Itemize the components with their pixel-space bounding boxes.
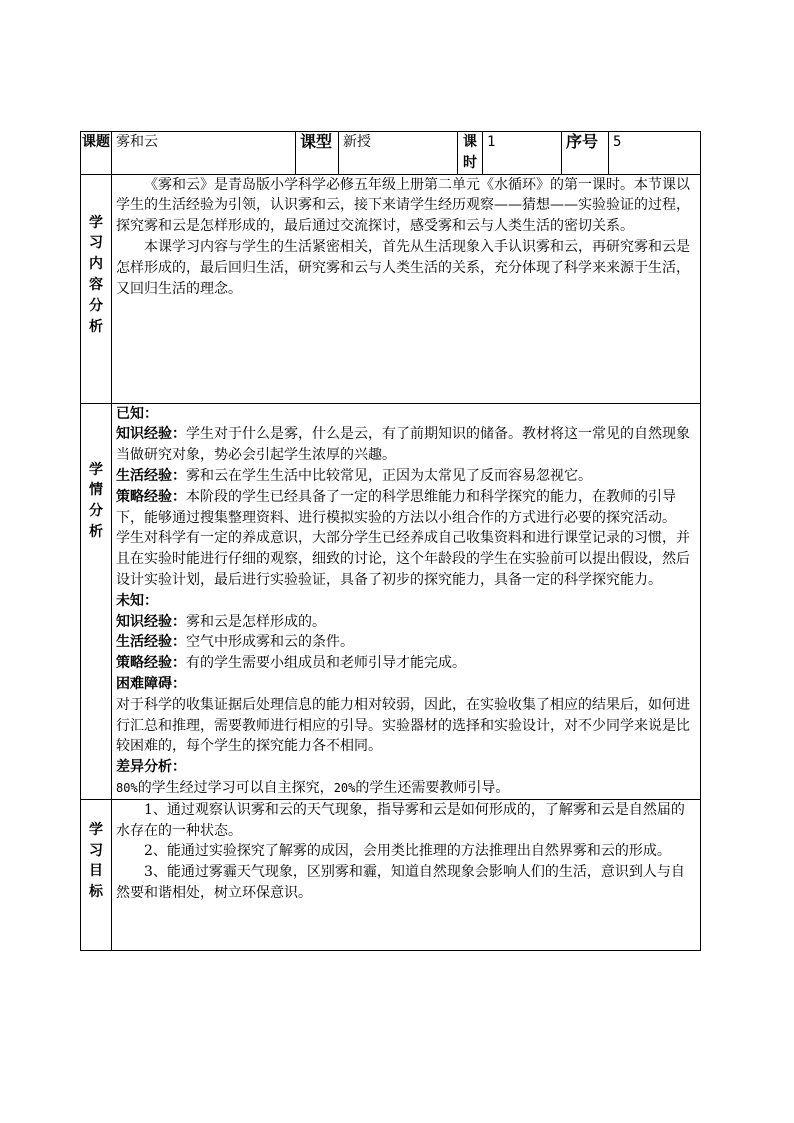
period-value: 1 (483, 132, 562, 175)
student-analysis-label (81, 403, 112, 799)
diff-text-d: 的学生还需要教师引导。 (355, 779, 510, 796)
difficulty-title: 困难障碍： (116, 675, 186, 692)
objectives-label (81, 799, 112, 950)
content-paragraph: 本课学习内容与学生的生活紧密相关，首先从生活现象入手认识雾和云，再研究雾和云是怎样形成的，最后回归生活，研究雾和云与人类生活的关系，充分体现了科学来来源于生活，又回归生活的理念。 (116, 238, 690, 297)
period-label (458, 132, 483, 175)
objective-item: 3、能通过雾霾天气现象，区别雾和霾，知道自然现象会影响人们的生活，意识到人与自然要和谐相处，树立环保意识。 (116, 864, 685, 901)
known-life-label: 生活经验： (116, 467, 186, 484)
known-strategy-label: 策略经验： (116, 488, 186, 505)
known-life (116, 466, 696, 487)
content-paragraph: 《雾和云》是青岛版小学科学必修五年级上册第二单元《水循环》的第一课时。本节课以学生的生活经验为引领，认识雾和云，接下来请学生经历观察——猜想——实验验证的过程，探究雾和云是怎样形成的，最后通过交流探讨，感受雾和云与人类生活的密切关系。 (116, 176, 690, 235)
header-row (81, 132, 701, 175)
known-extra: 学生对科学有一定的养成意识，大部分学生已经养成自己收集资料和进行课堂记录的习惯，并且在实验时能进行仔细的观察，细致的讨论，这个年龄段的学生在实验前可以提出假设，然后设计实验计划，最后进行实验验证，具备了初步的探究能力，具备一定的科学探究能力。 (116, 530, 690, 588)
content-analysis-label-text: 学习内容分析 (89, 214, 103, 335)
difficulty-text: 对于科学的收集证据后处理信息的能力相对较弱，因此，在实验收集了相应的结果后，如何进行汇总和推理，需要教师进行相应的引导。实验器材的选择和实验设计，对不少同学来说是比较困难的，每个学生的探究能力各不相同。 (116, 696, 690, 755)
content-analysis-label (81, 174, 112, 403)
known-life-text: 雾和云在学生生活中比较常见，正因为太常见了反而容易忽视它。 (186, 467, 592, 484)
objectives-body (112, 799, 701, 950)
diff-title: 差异分析： (116, 759, 186, 776)
unknown-life-text: 空气中形成雾和云的条件。 (186, 634, 354, 651)
student-analysis-label-text: 学情分析 (89, 461, 103, 540)
objectives-row (81, 799, 701, 950)
diff-text (116, 778, 696, 799)
lesson-plan-table (80, 131, 701, 951)
known-knowledge (116, 424, 696, 466)
diff-text-b: 的学生经过学习可以自主探究， (137, 779, 334, 796)
objective-item: 1、通过观察认识雾和云的天气现象，指导雾和云是如何形成的，了解雾和云是自然届的水存在的一种状态。 (116, 801, 685, 839)
seq-value: 5 (609, 132, 701, 175)
student-analysis-body (112, 403, 701, 799)
topic-label-text: 课题 (82, 134, 110, 150)
unknown-strategy-text: 有的学生需要小组成员和老师引导才能完成。 (186, 655, 466, 672)
unknown-life (116, 632, 696, 653)
known-title: 已知： (116, 405, 158, 422)
unknown-knowledge (116, 612, 696, 633)
objective-item: 2、能通过实验探究了解雾的成因，会用类比推理的方法推理出自然界雾和云的形成。 (144, 843, 671, 860)
type-value: 新授 (339, 132, 458, 175)
known-knowledge-label: 知识经验： (116, 426, 186, 443)
unknown-strategy (116, 653, 696, 674)
unknown-knowledge-label: 知识经验： (116, 613, 186, 630)
topic-label (81, 132, 112, 175)
unknown-life-label: 生活经验： (116, 634, 186, 651)
seq-label: 序号 (562, 132, 609, 175)
type-label: 课型 (296, 132, 339, 175)
known-knowledge-text: 学生对于什么是雾，什么是云，有了前期知识的储备。教材将这一常见的自然现象当做研究对象，势必会引起学生浓厚的兴趣。 (116, 426, 690, 464)
unknown-knowledge-text: 雾和云是怎样形成的。 (186, 613, 326, 630)
diff-percent-c: 20% (333, 780, 356, 795)
known-strategy (116, 487, 696, 529)
diff-percent-a: 80% (116, 780, 138, 795)
known-strategy-text: 本阶段的学生已经具备了一定的科学思维能力和科学探究的能力，在教师的引导下，能够通过搜集整理资料、进行模拟实验的方法以小组合作的方式进行必要的探究活动。 (116, 488, 676, 526)
content-analysis-row (81, 174, 701, 403)
unknown-strategy-label: 策略经验： (116, 655, 186, 672)
objectives-label-text: 学习目标 (89, 821, 103, 901)
content-analysis-body (112, 174, 701, 403)
unknown-title: 未知： (116, 592, 158, 609)
topic-value: 雾和云 (112, 132, 296, 175)
student-analysis-row (81, 403, 701, 799)
period-label-text: 课时 (463, 134, 477, 171)
